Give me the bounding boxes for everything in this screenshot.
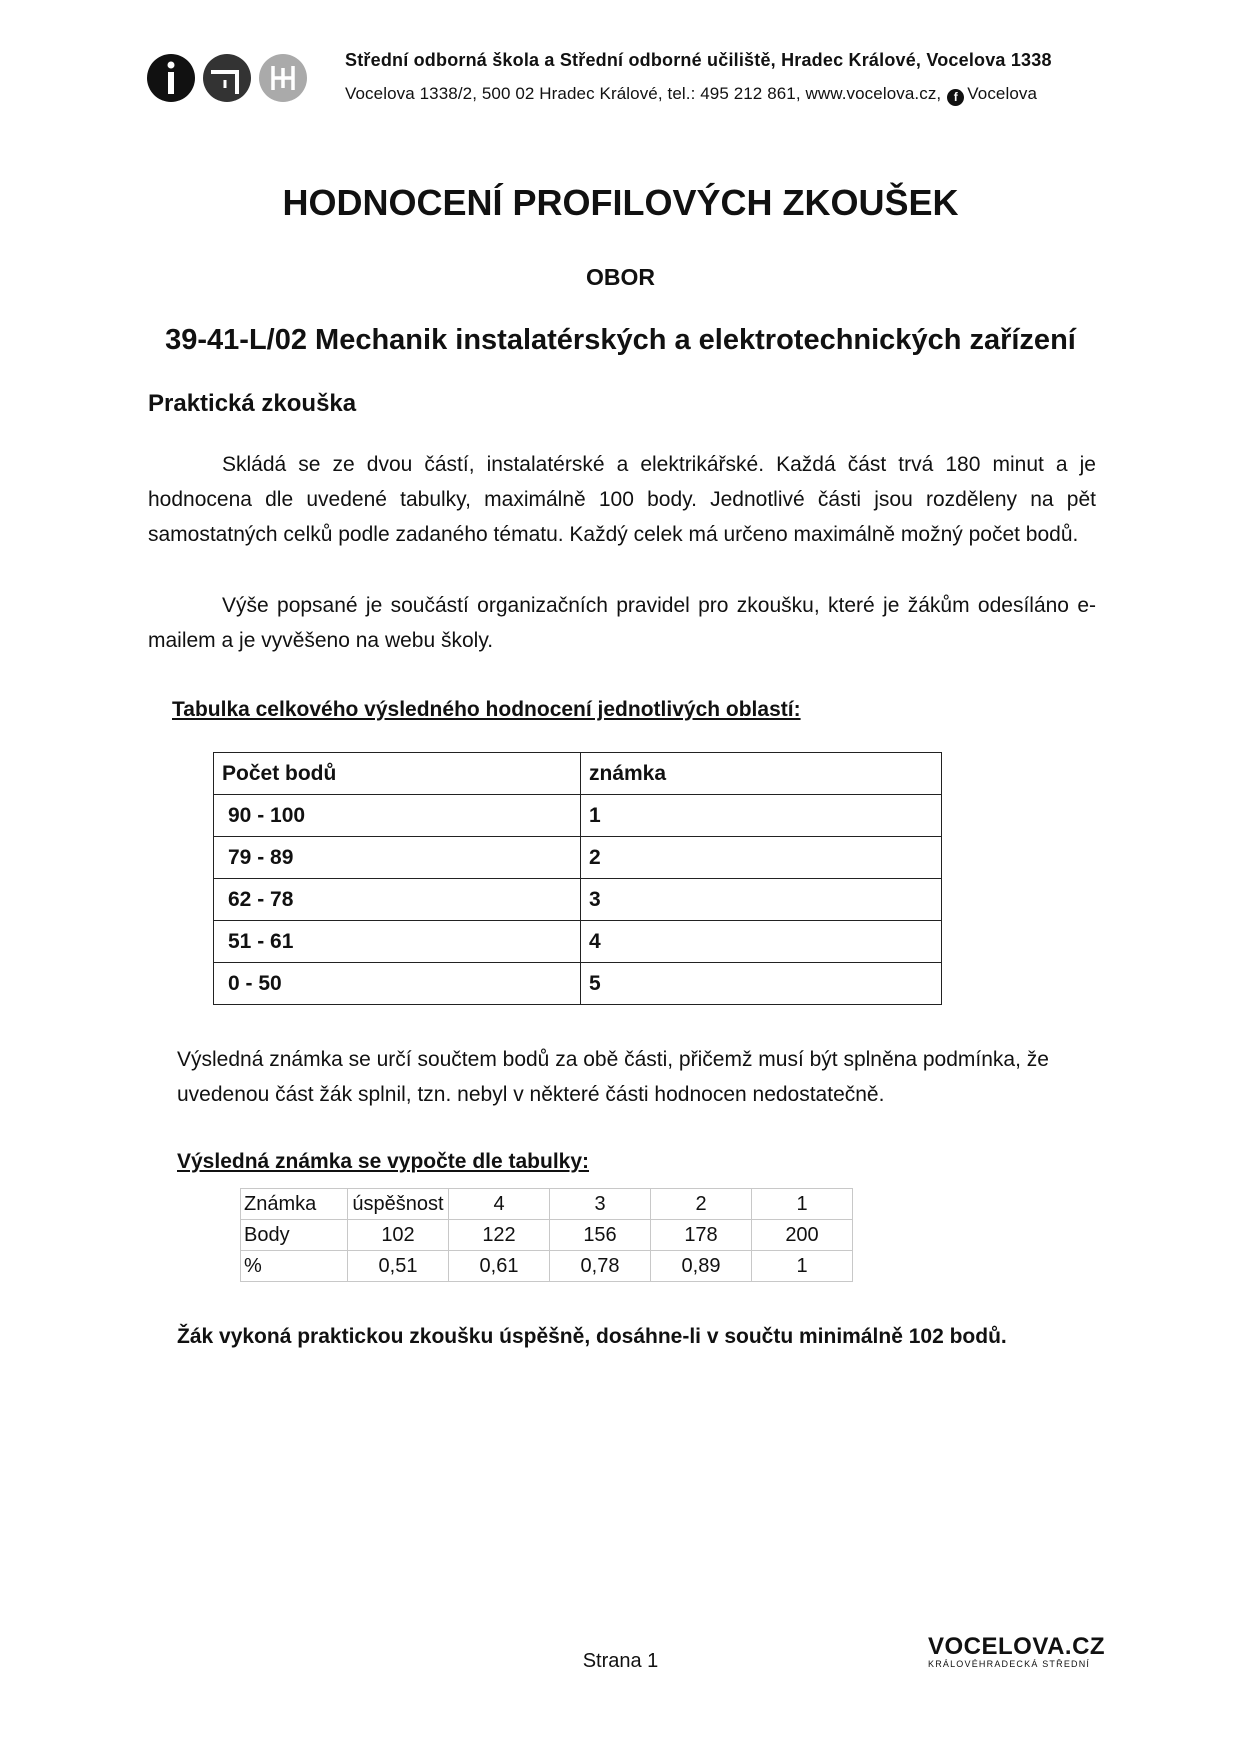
address-text: Vocelova 1338/2, 500 02 Hradec Králové, tel.: 495 212 861, www.vocelova.cz, (345, 84, 942, 103)
paragraph-exam-description (148, 447, 1096, 552)
table-cell: 5 (581, 963, 942, 1005)
table-header-cell: Počet bodů (214, 753, 581, 795)
calc-table-cell: 4 (449, 1189, 550, 1220)
facebook-label: Vocelova (967, 84, 1038, 103)
calc-table-cell: 102 (348, 1220, 449, 1251)
calc-table-cell: Známka (241, 1189, 348, 1220)
table-cell: 62 - 78 (214, 879, 581, 921)
table-row (214, 795, 942, 837)
obor-label: OBOR (586, 264, 655, 290)
table-row (214, 921, 942, 963)
info-logo-icon (147, 54, 195, 102)
calc-table-row (241, 1251, 853, 1282)
calc-table-row (241, 1220, 853, 1251)
table-row (214, 963, 942, 1005)
calc-table-cell: 0,89 (651, 1251, 752, 1282)
calc-table-cell: úspěšnost (348, 1189, 449, 1220)
table-row (214, 879, 942, 921)
calc-table-cell: 1 (752, 1251, 853, 1282)
table-cell: 79 - 89 (214, 837, 581, 879)
section-heading: Praktická zkouška (148, 390, 357, 417)
calc-table-title: Výsledná známka se vypočte dle tabulky: (177, 1150, 590, 1173)
field-of-study-title: 39-41-L/02 Mechanik instalatérských a elektrotechnických zařízení (165, 324, 1076, 356)
facebook-icon: f (947, 89, 964, 106)
paragraph-text: Výše popsané je součástí organizačních pravidel pro zkoušku, které je žákům odesíláno e-mailem a je vyvěšeno na webu školy. (148, 594, 1096, 652)
calc-table-cell: 1 (752, 1189, 853, 1220)
table-cell: 90 - 100 (214, 795, 581, 837)
calc-table-cell: 156 (550, 1220, 651, 1251)
calc-table-cell: 200 (752, 1220, 853, 1251)
calc-table-cell: % (241, 1251, 348, 1282)
calc-table (240, 1188, 853, 1282)
calc-table-row (241, 1189, 853, 1220)
table-row (214, 837, 942, 879)
brand-name: VOCELOVA.CZ (928, 1633, 1106, 1660)
calc-table-cell: 3 (550, 1189, 651, 1220)
paragraph-text: Skládá se ze dvou částí, instalatérské a elektrikářské. Každá část trvá 180 minut a je hodnocena dle uvedené tabulky, maximálně 100 body. Jednotlivé části jsou rozděleny na pět samostatných celků podle zadaného tématu. Každý celek má určeno maximálně možný počet bodů. (148, 453, 1096, 546)
pipe-logo-icon (203, 54, 251, 102)
table-cell: 2 (581, 837, 942, 879)
table-cell: 51 - 61 (214, 921, 581, 963)
calc-table-cell: Body (241, 1220, 348, 1251)
calc-table-cell: 0,78 (550, 1251, 651, 1282)
document-title: HODNOCENÍ PROFILOVÝCH ZKOUŠEK (282, 182, 959, 223)
calc-table-cell: 178 (651, 1220, 752, 1251)
grades-table-title: Tabulka celkového výsledného hodnocení jednotlivých oblastí: (172, 698, 801, 721)
table-cell: 3 (581, 879, 942, 921)
table-cell: 4 (581, 921, 942, 963)
final-note: Žák vykoná praktickou zkoušku úspěšně, dosáhne-li v součtu minimálně 102 bodů. (177, 1325, 1007, 1348)
table-header-cell: známka (581, 753, 942, 795)
school-address (345, 84, 1037, 106)
calc-table-cell: 2 (651, 1189, 752, 1220)
paragraph-organization (148, 588, 1096, 658)
brand-tagline: KRÁLOVÉHRADECKÁ STŘEDNÍ (928, 1659, 1091, 1669)
electric-logo-icon (259, 54, 307, 102)
calc-table-cell: 0,51 (348, 1251, 449, 1282)
calc-table-cell: 122 (449, 1220, 550, 1251)
paragraph-final-grade: Výsledná známka se určí součtem bodů za obě části, přičemž musí být splněna podmínka, že uvedenou část žák splnil, tzn. nebyl v některé části hodnocen nedostatečně. (177, 1048, 1049, 1106)
table-header-row (214, 753, 942, 795)
grades-table (213, 752, 942, 1005)
footer-brand (928, 1633, 1106, 1669)
calc-table-cell: 0,61 (449, 1251, 550, 1282)
page-number: Strana 1 (582, 1650, 659, 1672)
table-cell: 1 (581, 795, 942, 837)
table-cell: 0 - 50 (214, 963, 581, 1005)
school-name: Střední odborná škola a Střední odborné učiliště, Hradec Králové, Vocelova 1338 (345, 50, 1052, 70)
school-logos (147, 54, 307, 104)
